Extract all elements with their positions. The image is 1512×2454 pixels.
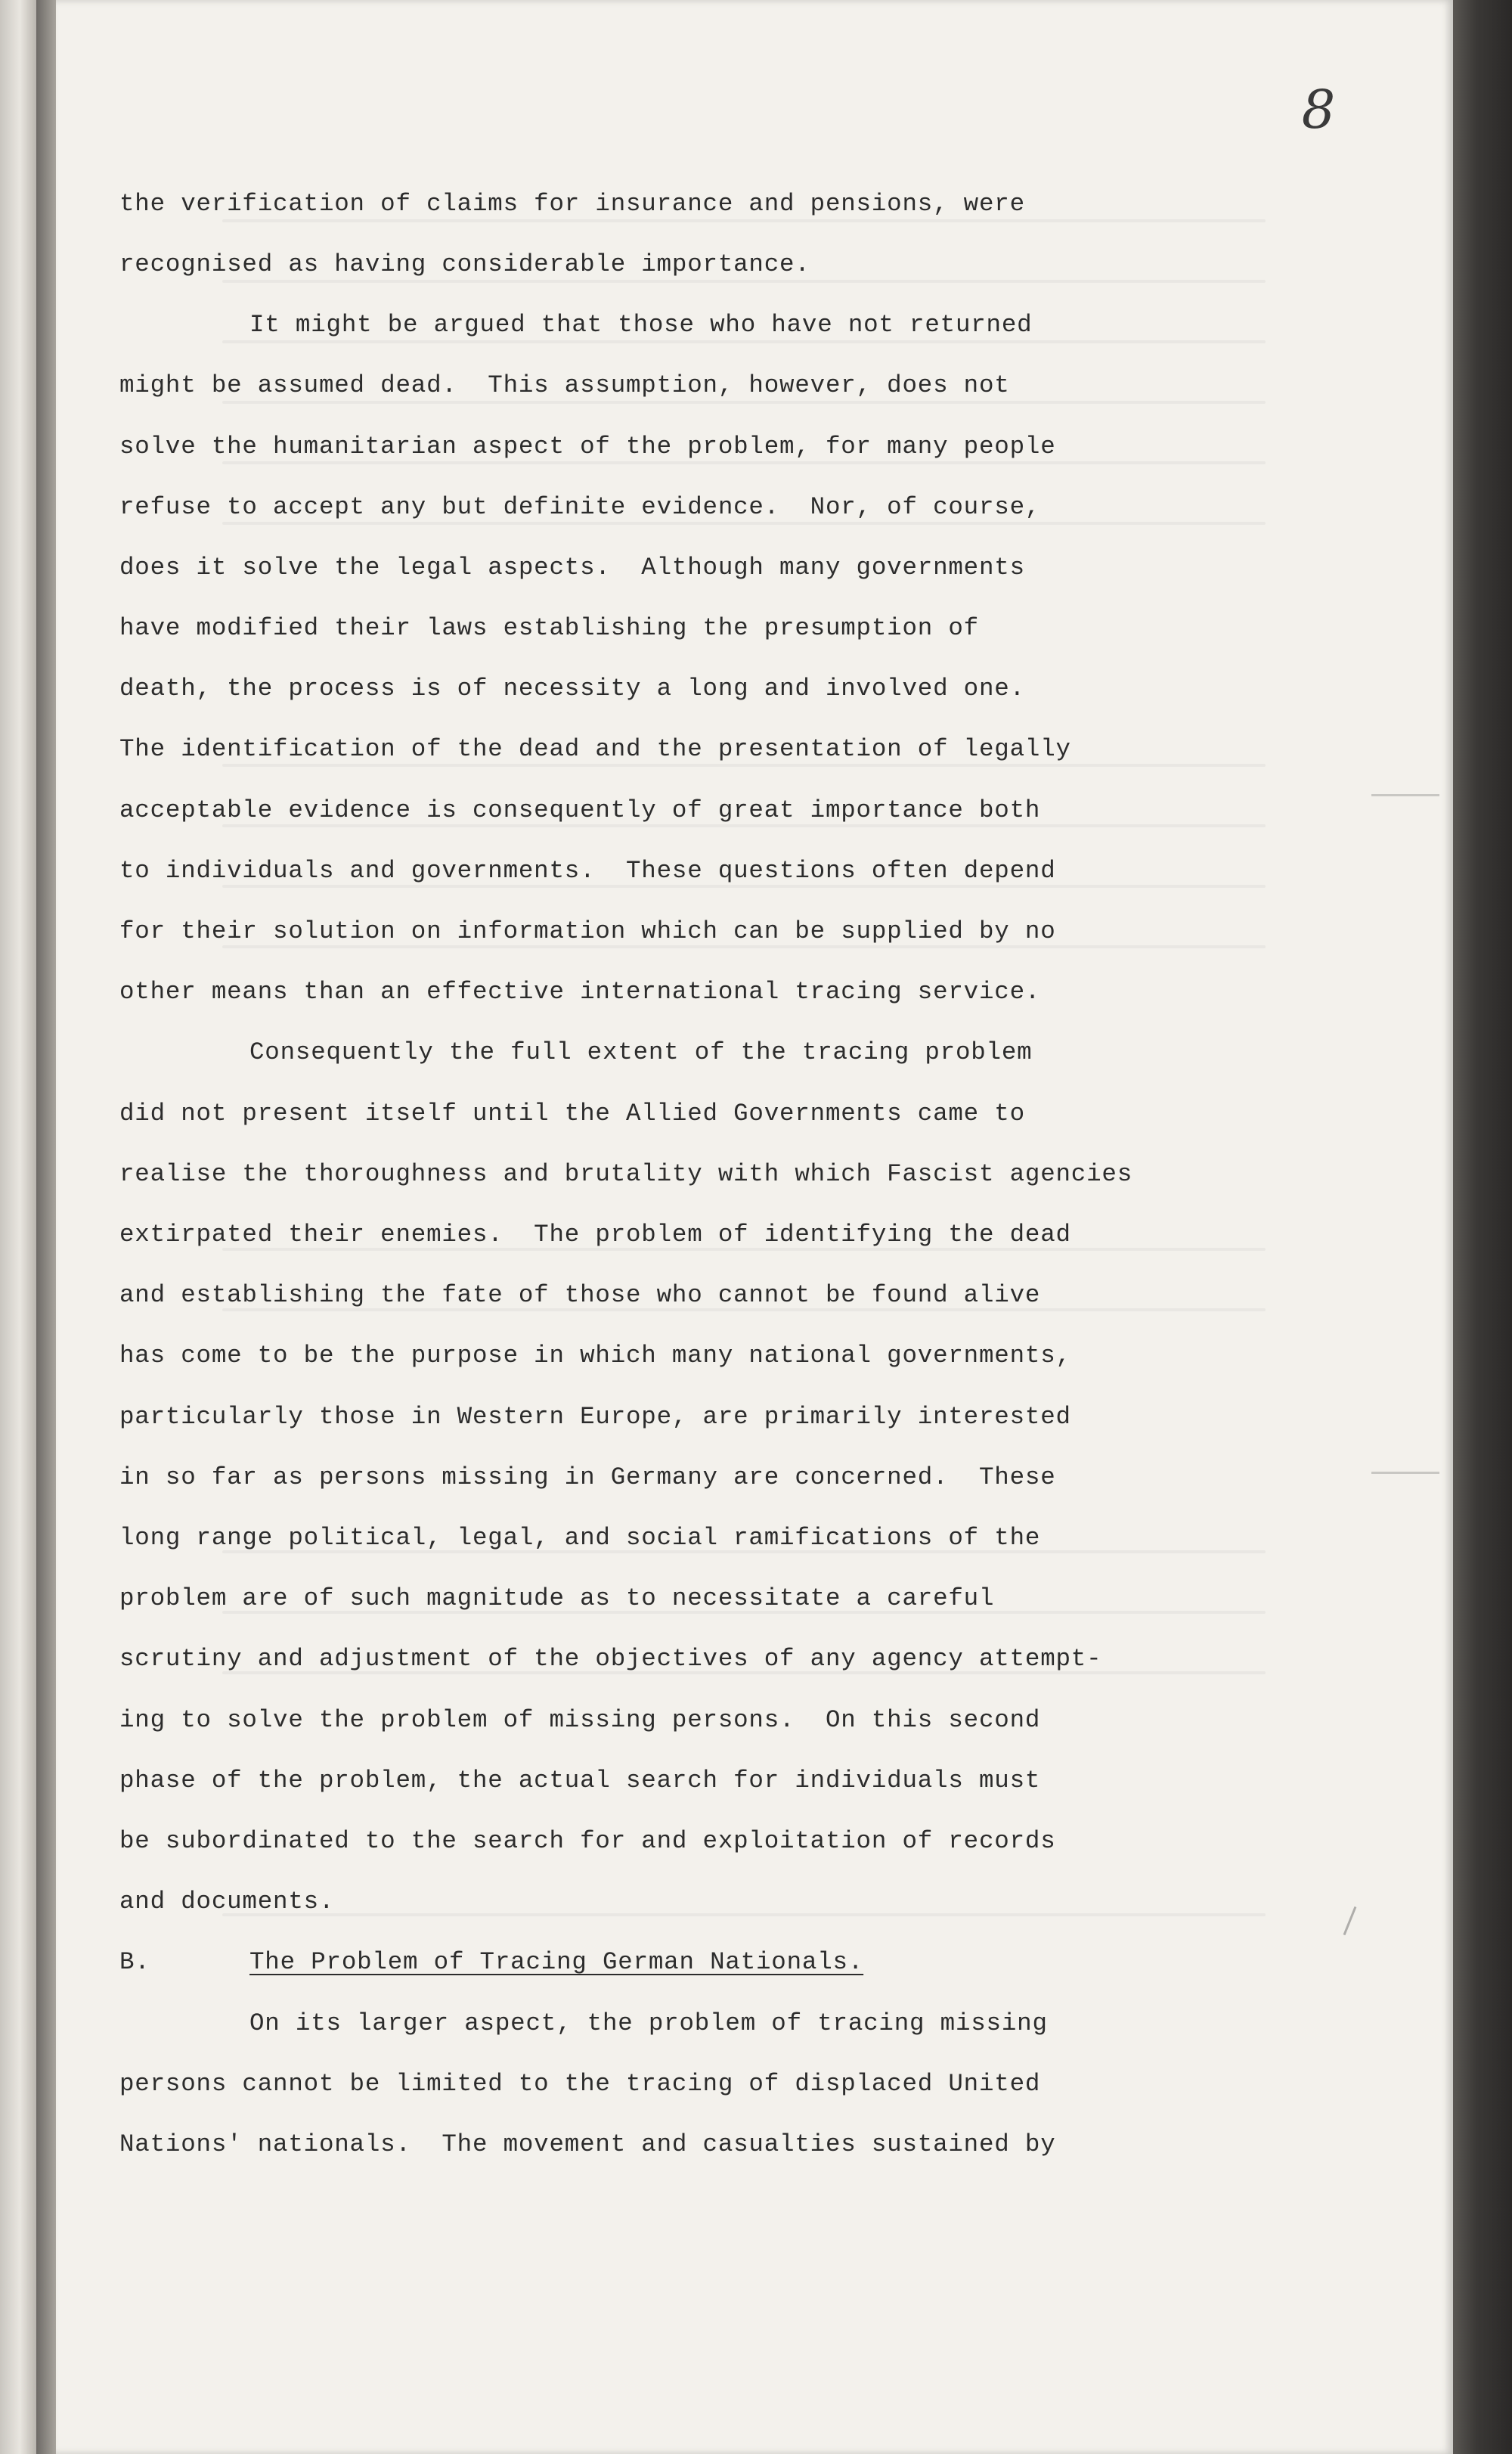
paragraph-4-line: persons cannot be limited to the tracing of displaced United [119,2070,1041,2098]
paragraph-3-line: phase of the problem, the actual search for individuals must [119,1767,1041,1795]
paragraph-3-line: long range political, legal, and social ramifications of the [119,1524,1041,1552]
paragraph-2-line: might be assumed dead. This assumption, however, does not [119,371,1010,399]
paragraph-3-line: did not present itself until the Allied Governments came to [119,1100,1025,1128]
paragraph-2-line: acceptable evidence is consequently of great importance both [119,796,1041,824]
paragraph-2-line: refuse to accept any but definite evidence. Nor, of course, [119,493,1041,521]
paragraph-1-line: recognised as having considerable importance. [119,250,810,278]
paragraph-3-line: in so far as persons missing in Germany are concerned. These [119,1463,1056,1491]
paragraph-3-line: particularly those in Western Europe, are primarily interested [119,1403,1071,1431]
paragraph-2-line: It might be argued that those who have not returned [249,311,1033,339]
paragraph-1-line: the verification of claims for insurance and pensions, were [119,190,1025,218]
section-label: B. [119,1948,150,1976]
paragraph-4-line: On its larger aspect, the problem of tracing missing [249,2009,1048,2037]
paragraph-3-line: problem are of such magnitude as to necessitate a careful [119,1584,995,1612]
page-number: 8 [1301,79,1336,141]
paragraph-3-line: and establishing the fate of those who cannot be found alive [119,1281,1041,1309]
paragraph-2-line: The identification of the dead and the presentation of legally [119,735,1071,763]
binder-shadow [36,0,56,2454]
paragraph-4-line: Nations' nationals. The movement and casualties sustained by [119,2130,1056,2158]
paragraph-2-line: to individuals and governments. These questions often depend [119,857,1056,885]
paragraph-2-line: other means than an effective international tracing service. [119,978,1041,1006]
paragraph-2-line: does it solve the legal aspects. Although many governments [119,554,1025,582]
paragraph-3-line: and documents. [119,1888,335,1916]
paragraph-2-line: death, the process is of necessity a long and involved one. [119,675,1025,703]
paragraph-3-line: extirpated their enemies. The problem of identifying the dead [119,1221,1071,1249]
paragraph-3-line: ing to solve the problem of missing persons. On this second [119,1706,1041,1734]
paragraph-3-line: has come to be the purpose in which many national governments, [119,1342,1071,1370]
paragraph-3-line: be subordinated to the search for and exploitation of records [119,1827,1056,1855]
paragraph-3-line: scrutiny and adjustment of the objectives of any agency attempt- [119,1645,1102,1673]
section-title: The Problem of Tracing German Nationals. [249,1948,864,1976]
paragraph-2-line: have modified their laws establishing the presumption of [119,614,979,642]
binder-edge [0,0,36,2454]
paragraph-3-line: realise the thoroughness and brutality with which Fascist agencies [119,1160,1133,1188]
paragraph-2-line: solve the humanitarian aspect of the problem, for many people [119,433,1056,461]
paragraph-2-line: for their solution on information which can be supplied by no [119,917,1056,945]
scan-border [1453,0,1512,2454]
paragraph-3-line: Consequently the full extent of the tracing problem [249,1038,1033,1066]
document-body [119,0,1420,2454]
